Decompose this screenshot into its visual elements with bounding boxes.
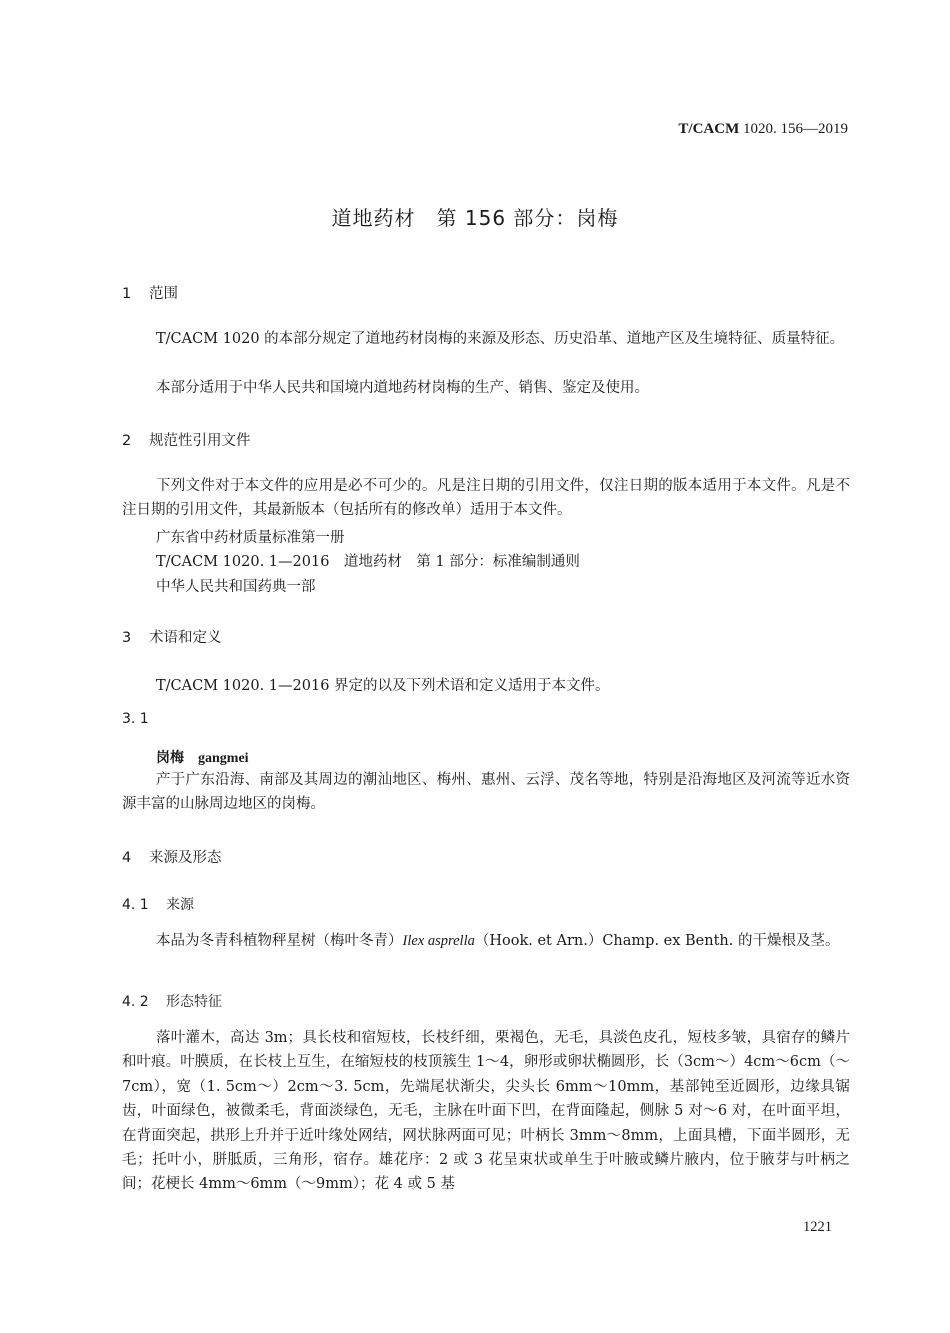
reference-item: 广东省中药材质量标准第一册 <box>156 530 345 546</box>
section-4-heading: 4 来源及形态 <box>122 850 222 866</box>
section-3-paragraph: T/CACM 1020. 1—2016 界定的以及下列术语和定义适用于本文件。 <box>156 678 610 694</box>
subsection-4-1-heading: 4. 1 来源 <box>122 897 194 913</box>
section-1-heading: 1 范围 <box>122 286 178 302</box>
section-2-paragraph: 下列文件对于本文件的应用是必不可少的。凡是注日期的引用文件，仅注日期的版本适用于本文件。凡是不注日期的引用文件，其最新版本（包括所有的修改单）适用于本文件。 <box>122 478 850 519</box>
subsection-4-2-heading: 4. 2 形态特征 <box>122 994 222 1010</box>
morphology-paragraph: 落叶灌木，高达 3m；具长枝和宿短枝，长枝纤细，栗褐色，无毛，具淡色皮孔，短枝多皱，具宿存的鳞片和叶痕。叶膜质，在长枝上互生，在缩短枝的枝顶簇生 1～4，卵形或卵状椭圆形，长（3cm～）4cm～6cm（～7cm），宽（1. 5cm～）2cm～3. 5cm，先端尾状渐尖，尖头长 6mm～10mm，基部钝至近圆形，边缘具锯齿，叶面绿色，被微柔毛，背面淡绿色，无毛，主脉在叶面下凹，在背面隆起，侧脉 5 对～6 对，在叶面平坦，在背面突起，拱形上升并于近叶缘处网结，网状脉两面可见；叶柄长 3mm～8mm，上面具槽，下面半圆形，无毛；托叶小，胼胝质，三角形，宿存。雄花序：2 或 3 花呈束状或单生于叶腋或鳞片腋内，位于腋芽与叶柄之间；花梗长 4mm～6mm（～9mm）；花 4 或 5 基 <box>122 1030 850 1193</box>
section-1-paragraph-1: T/CACM 1020 的本部分规定了道地药材岗梅的来源及形态、历史沿革、道地产区及生境特征、质量特征。 <box>156 331 845 347</box>
latin-name: Ilex asprella <box>402 933 475 949</box>
page-number: 1221 <box>803 1219 832 1235</box>
reference-item: T/CACM 1020. 1—2016 道地药材 第 1 部分：标准编制通则 <box>156 554 580 570</box>
section-2-heading: 2 规范性引用文件 <box>122 433 251 449</box>
page-title: 道地药材 第 156 部分：岗梅 <box>331 206 619 230</box>
standard-code: T/CACM 1020. 156—2019 <box>678 121 848 137</box>
section-3-heading: 3 术语和定义 <box>122 630 222 646</box>
reference-item: 中华人民共和国药典一部 <box>156 579 316 595</box>
source-paragraph: 本品为冬青科植物秤星树（梅叶冬青）Ilex asprella（Hook. et Arn.）Champ. ex Benth. 的干燥根及茎。 <box>156 933 840 949</box>
section-1-paragraph-2: 本部分适用于中华人民共和国境内道地药材岗梅的生产、销售、鉴定及使用。 <box>156 380 649 396</box>
term-entry: 岗梅 gangmei <box>156 750 249 766</box>
term-definition: 产于广东沿海、南部及其周边的潮汕地区、梅州、惠州、云浮、茂名等地，特别是沿海地区及河流等近水资源丰富的山脉周边地区的岗梅。 <box>122 772 850 813</box>
subsection-3-1-number: 3. 1 <box>122 711 149 727</box>
